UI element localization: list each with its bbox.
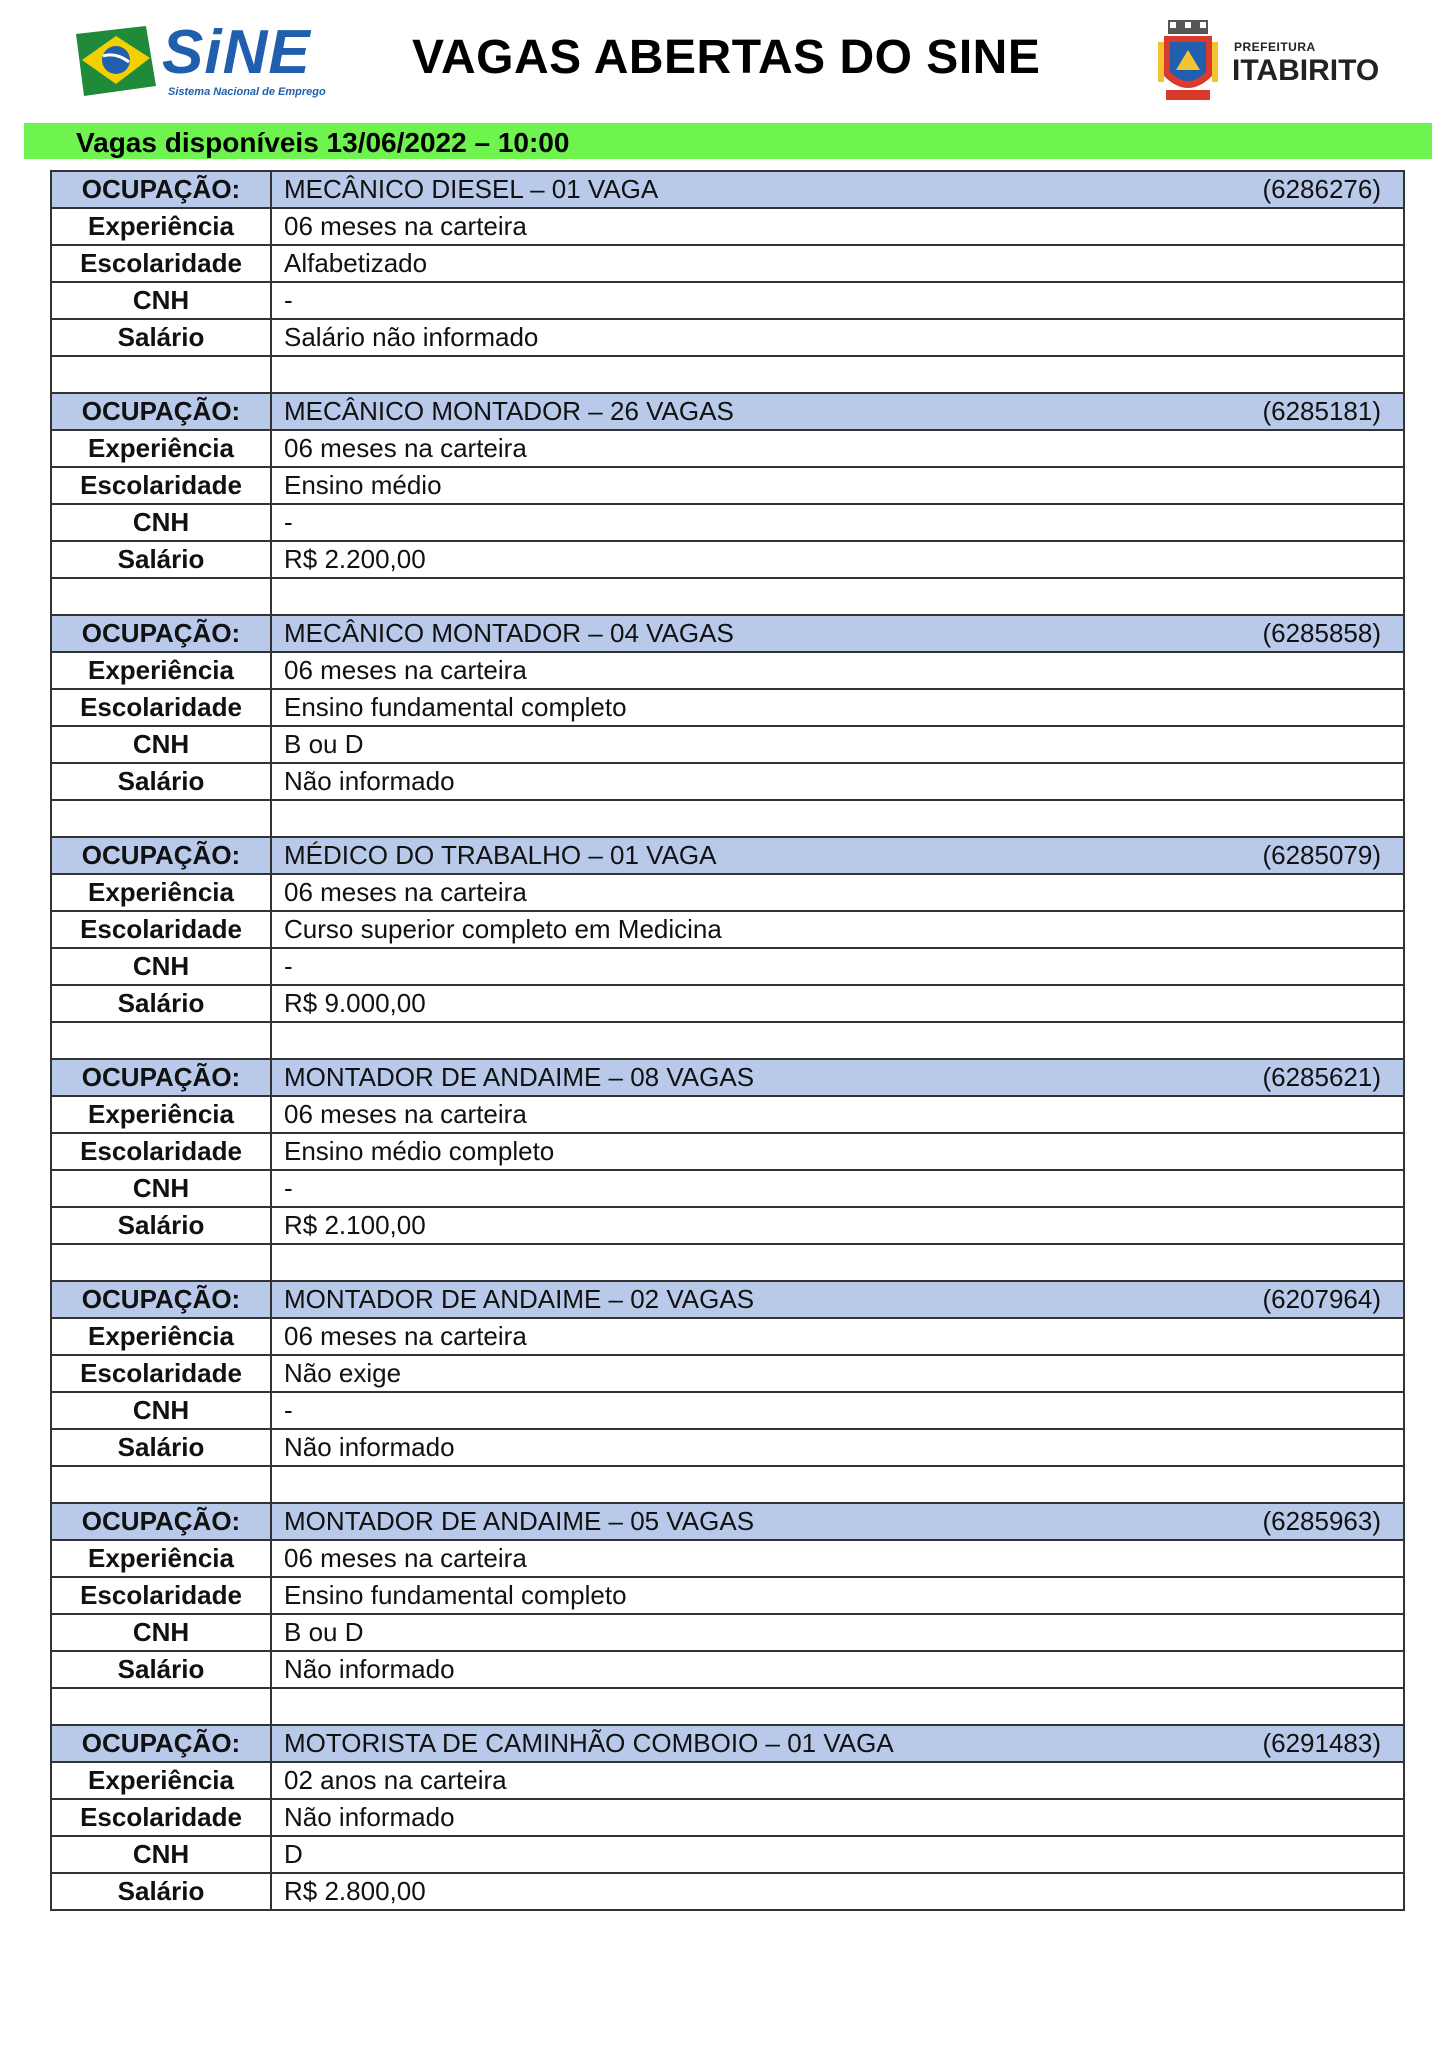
date-banner [24,123,1432,159]
experiencia-value: 02 anos na carteira [271,1762,1404,1799]
spacer-cell [51,578,271,615]
spacer-row [51,1688,1404,1725]
salario-value: R$ 2.100,00 [271,1207,1404,1244]
experiencia-label: Experiência [51,1096,271,1133]
detail-row-salario [51,985,1404,1022]
job-code: (6285181) [1262,396,1381,426]
sine-logo [76,20,336,104]
occupation-title: MOTORISTA DE CAMINHÃO COMBOIO – 01 VAGA [284,1728,894,1758]
date-banner-text: Vagas disponíveis 13/06/2022 – 10:00 [76,127,570,158]
escolaridade-label: Escolaridade [51,911,271,948]
experiencia-label: Experiência [51,1762,271,1799]
spacer-row [51,578,1404,615]
salario-value: R$ 2.800,00 [271,1873,1404,1910]
experiencia-label: Experiência [51,652,271,689]
detail-row-cnh [51,282,1404,319]
cnh-label: CNH [51,282,271,319]
detail-row-escolaridade [51,1133,1404,1170]
brazil-flag-icon [76,26,156,96]
job-code: (6285079) [1262,840,1381,870]
salario-value: R$ 9.000,00 [271,985,1404,1022]
occupation-row [51,1503,1404,1540]
detail-row-salario [51,1429,1404,1466]
detail-row-experiencia [51,1540,1404,1577]
cnh-value: - [271,1392,1404,1429]
cnh-label: CNH [51,948,271,985]
spacer-row [51,356,1404,393]
spacer-cell [51,1022,271,1059]
job-listings-table [50,170,1405,1911]
occupation-value [271,615,1404,652]
occupation-title: MONTADOR DE ANDAIME – 02 VAGAS [284,1284,755,1314]
detail-row-escolaridade [51,245,1404,282]
spacer-cell [271,800,1404,837]
spacer-cell [51,1688,271,1725]
cnh-label: CNH [51,1170,271,1207]
spacer-cell [51,1466,271,1503]
cnh-label: CNH [51,1392,271,1429]
escolaridade-value: Ensino fundamental completo [271,1577,1404,1614]
spacer-cell [271,1022,1404,1059]
job-code: (6285963) [1262,1506,1381,1536]
detail-row-cnh [51,1836,1404,1873]
experiencia-value: 06 meses na carteira [271,1096,1404,1133]
detail-row-experiencia [51,1096,1404,1133]
escolaridade-label: Escolaridade [51,1355,271,1392]
experiencia-value: 06 meses na carteira [271,1540,1404,1577]
job-code: (6207964) [1262,1284,1381,1314]
escolaridade-value: Ensino fundamental completo [271,689,1404,726]
cnh-label: CNH [51,1836,271,1873]
salario-label: Salário [51,319,271,356]
cnh-label: CNH [51,1614,271,1651]
occupation-title: MONTADOR DE ANDAIME – 08 VAGAS [284,1062,755,1092]
prefeitura-label: PREFEITURA [1234,40,1316,54]
page-title: VAGAS ABERTAS DO SINE [412,31,1041,84]
experiencia-label: Experiência [51,1540,271,1577]
detail-row-experiencia [51,1762,1404,1799]
occupation-label: OCUPAÇÃO: [51,615,271,652]
occupation-row [51,1059,1404,1096]
occupation-row [51,1281,1404,1318]
cnh-value: - [271,1170,1404,1207]
occupation-value [271,393,1404,430]
experiencia-value: 06 meses na carteira [271,208,1404,245]
detail-row-cnh [51,726,1404,763]
occupation-title: MÉDICO DO TRABALHO – 01 VAGA [284,840,717,870]
spacer-row [51,1022,1404,1059]
cnh-value: D [271,1836,1404,1873]
detail-row-escolaridade [51,911,1404,948]
occupation-row [51,1725,1404,1762]
salario-value: Não informado [271,763,1404,800]
salario-value: Não informado [271,1429,1404,1466]
detail-row-escolaridade [51,467,1404,504]
occupation-label: OCUPAÇÃO: [51,1281,271,1318]
escolaridade-label: Escolaridade [51,1133,271,1170]
occupation-row [51,393,1404,430]
salario-label: Salário [51,1207,271,1244]
cnh-value: B ou D [271,1614,1404,1651]
escolaridade-label: Escolaridade [51,245,271,282]
spacer-cell [271,1466,1404,1503]
occupation-value [271,837,1404,874]
detail-row-escolaridade [51,1799,1404,1836]
detail-row-escolaridade [51,689,1404,726]
page-header [0,0,1448,120]
detail-row-cnh [51,1614,1404,1651]
detail-row-experiencia [51,652,1404,689]
occupation-title: MECÂNICO MONTADOR – 04 VAGAS [284,618,734,648]
prefeitura-name: ITABIRITO [1232,54,1380,87]
spacer-cell [271,1688,1404,1725]
salario-value: R$ 2.200,00 [271,541,1404,578]
experiencia-value: 06 meses na carteira [271,1318,1404,1355]
escolaridade-value: Ensino médio [271,467,1404,504]
escolaridade-value: Ensino médio completo [271,1133,1404,1170]
cnh-value: B ou D [271,726,1404,763]
occupation-label: OCUPAÇÃO: [51,393,271,430]
experiencia-label: Experiência [51,874,271,911]
occupation-value [271,1281,1404,1318]
salario-label: Salário [51,541,271,578]
occupation-row [51,837,1404,874]
cnh-label: CNH [51,726,271,763]
cnh-label: CNH [51,504,271,541]
salario-label: Salário [51,1429,271,1466]
detail-row-cnh [51,1392,1404,1429]
cnh-value: - [271,504,1404,541]
experiencia-label: Experiência [51,1318,271,1355]
escolaridade-label: Escolaridade [51,1799,271,1836]
coat-of-arms-icon [1156,20,1220,104]
experiencia-value: 06 meses na carteira [271,652,1404,689]
detail-row-cnh [51,504,1404,541]
spacer-row [51,1466,1404,1503]
job-code: (6285621) [1262,1062,1381,1092]
escolaridade-label: Escolaridade [51,689,271,726]
escolaridade-label: Escolaridade [51,1577,271,1614]
escolaridade-label: Escolaridade [51,467,271,504]
detail-row-salario [51,319,1404,356]
experiencia-value: 06 meses na carteira [271,430,1404,467]
detail-row-escolaridade [51,1355,1404,1392]
salario-label: Salário [51,1873,271,1910]
detail-row-cnh [51,1170,1404,1207]
job-code: (6286276) [1262,174,1381,204]
job-code: (6291483) [1262,1728,1381,1758]
spacer-cell [271,1244,1404,1281]
occupation-label: OCUPAÇÃO: [51,1503,271,1540]
escolaridade-value: Alfabetizado [271,245,1404,282]
occupation-value [271,1059,1404,1096]
escolaridade-value: Não informado [271,1799,1404,1836]
sine-subtitle: Sistema Nacional de Emprego [168,86,326,98]
occupation-title: MECÂNICO DIESEL – 01 VAGA [284,174,659,204]
salario-value: Não informado [271,1651,1404,1688]
occupation-label: OCUPAÇÃO: [51,837,271,874]
escolaridade-value: Curso superior completo em Medicina [271,911,1404,948]
detail-row-cnh [51,948,1404,985]
escolaridade-value: Não exige [271,1355,1404,1392]
occupation-label: OCUPAÇÃO: [51,1059,271,1096]
occupation-label: OCUPAÇÃO: [51,171,271,208]
salario-label: Salário [51,985,271,1022]
spacer-cell [51,1244,271,1281]
detail-row-escolaridade [51,1577,1404,1614]
detail-row-salario [51,541,1404,578]
detail-row-experiencia [51,874,1404,911]
detail-row-salario [51,1207,1404,1244]
occupation-label: OCUPAÇÃO: [51,1725,271,1762]
spacer-cell [271,356,1404,393]
cnh-value: - [271,948,1404,985]
occupation-title: MECÂNICO MONTADOR – 26 VAGAS [284,396,734,426]
detail-row-salario [51,763,1404,800]
occupation-row [51,171,1404,208]
spacer-row [51,1244,1404,1281]
occupation-value [271,171,1404,208]
salario-label: Salário [51,763,271,800]
experiencia-label: Experiência [51,430,271,467]
cnh-value: - [271,282,1404,319]
spacer-cell [51,356,271,393]
occupation-value [271,1503,1404,1540]
spacer-cell [271,578,1404,615]
salario-value: Salário não informado [271,319,1404,356]
job-code: (6285858) [1262,618,1381,648]
detail-row-experiencia [51,1318,1404,1355]
spacer-cell [51,800,271,837]
spacer-row [51,800,1404,837]
prefeitura-logo [1156,20,1380,104]
salario-label: Salário [51,1651,271,1688]
detail-row-salario [51,1651,1404,1688]
occupation-value [271,1725,1404,1762]
detail-row-experiencia [51,208,1404,245]
occupation-title: MONTADOR DE ANDAIME – 05 VAGAS [284,1506,755,1536]
experiencia-value: 06 meses na carteira [271,874,1404,911]
sine-wordmark: SiNE [162,18,311,87]
detail-row-salario [51,1873,1404,1910]
occupation-row [51,615,1404,652]
detail-row-experiencia [51,430,1404,467]
experiencia-label: Experiência [51,208,271,245]
